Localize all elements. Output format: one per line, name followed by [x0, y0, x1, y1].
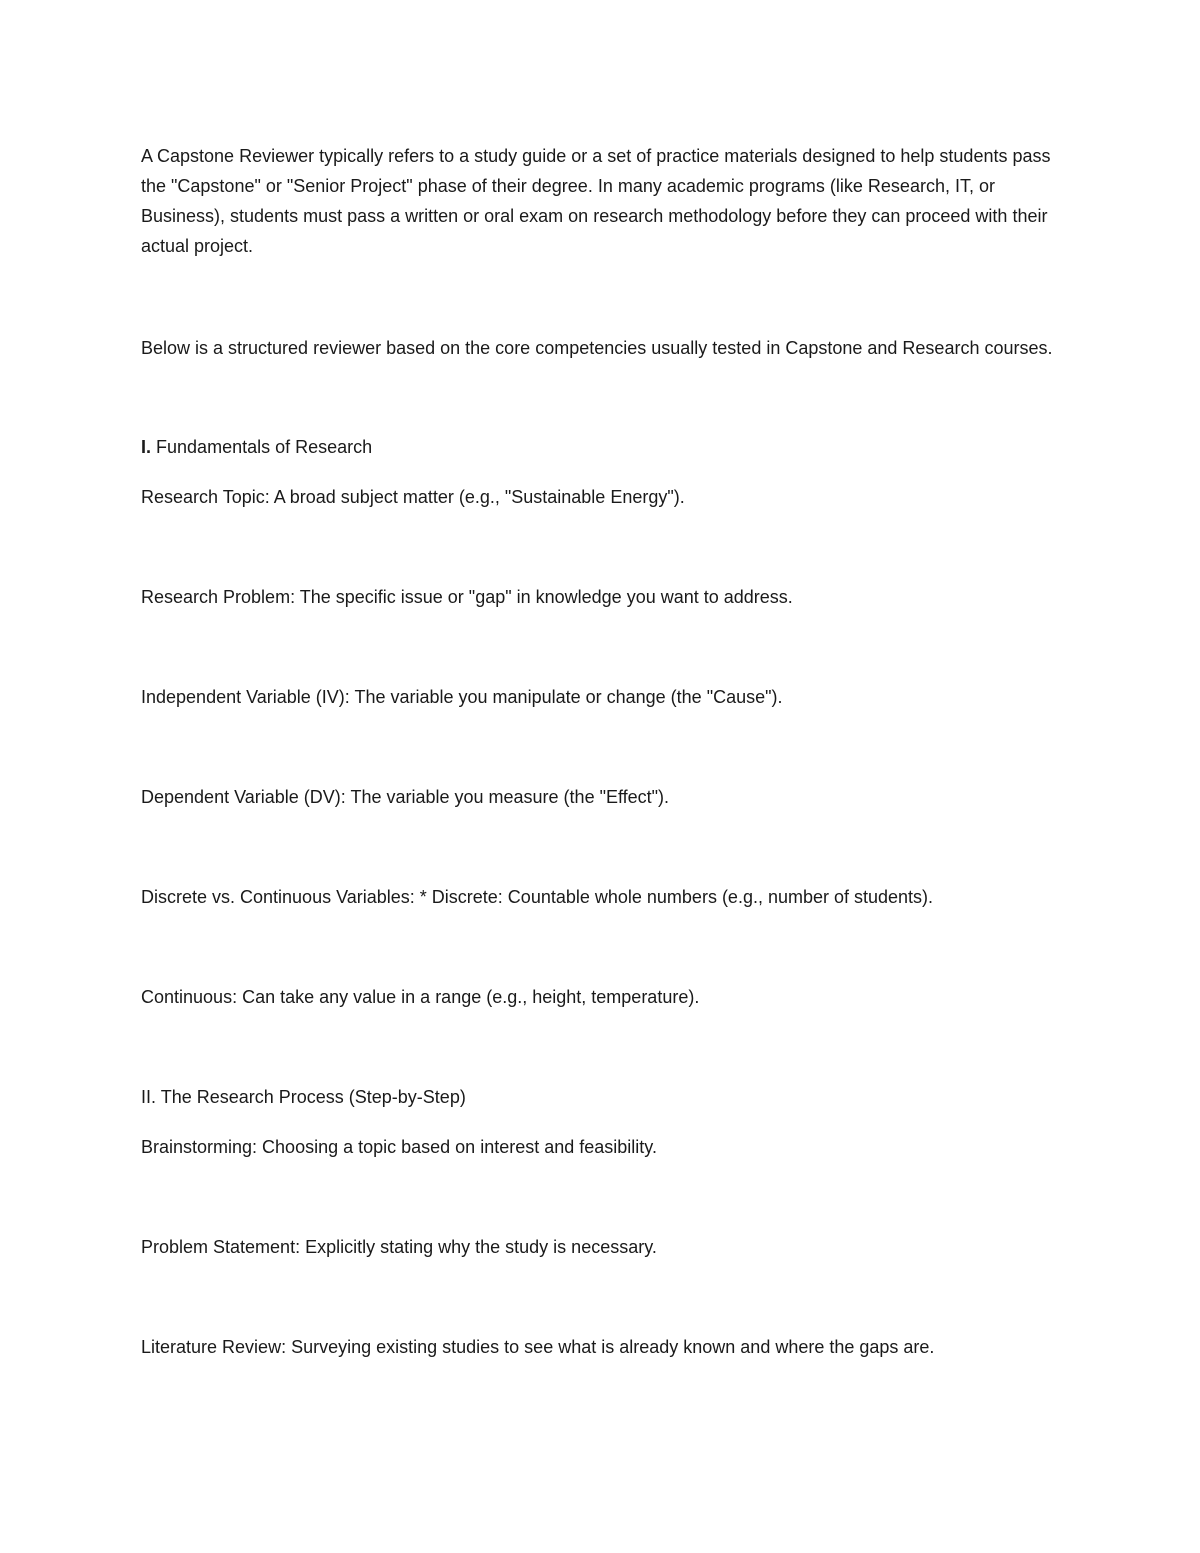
intro-paragraph: A Capstone Reviewer typically refers to a study guide or a set of practice materials designed to help students pass the "Capstone" or "Senior Project" phase of their degree. In many academic programs (like Research, IT, or Business), students must pass a written or oral exam on research methodology before they can proceed with their actual project. [141, 146, 1051, 256]
list-item: Literature Review: Surveying existing studies to see what is already known and where the gaps are. [141, 1337, 935, 1357]
section-heading-1 [141, 432, 1061, 462]
section-number: II. [141, 1087, 157, 1107]
list-item: Dependent Variable (DV): The variable you measure (the "Effect"). [141, 787, 670, 807]
list-item: Brainstorming: Choosing a topic based on interest and feasibility. [141, 1137, 657, 1157]
document-body [141, 141, 1061, 1362]
intro-paragraph-2: Below is a structured reviewer based on the core competencies usually tested in Capstone and Research courses. [141, 338, 1053, 358]
list-item: Continuous: Can take any value in a range (e.g., height, temperature). [141, 987, 700, 1007]
list-item: Research Topic: A broad subject matter (e.g., "Sustainable Energy"). [141, 487, 685, 507]
section-title: Fundamentals of Research [156, 437, 373, 457]
section-number: I. [141, 437, 152, 457]
list-item: Independent Variable (IV): The variable you manipulate or change (the "Cause"). [141, 687, 783, 707]
list-item: Research Problem: The specific issue or "gap" in knowledge you want to address. [141, 587, 793, 607]
list-item: Discrete vs. Continuous Variables: * Discrete: Countable whole numbers (e.g., number of students). [141, 887, 934, 907]
section-title: The Research Process (Step-by-Step) [160, 1087, 466, 1107]
list-item: Problem Statement: Explicitly stating why the study is necessary. [141, 1237, 657, 1257]
section-heading-2 [141, 1082, 1061, 1112]
